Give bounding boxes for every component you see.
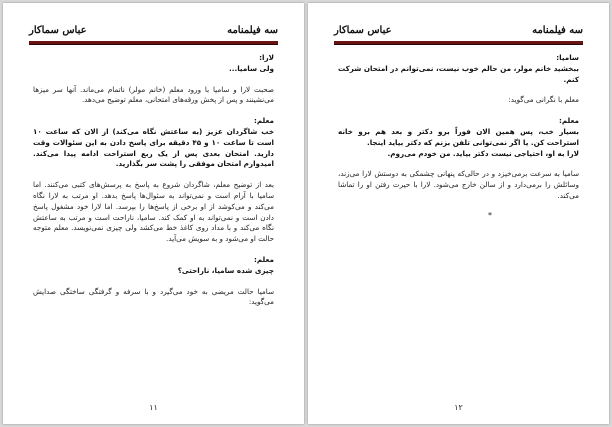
left-page xyxy=(3,3,304,424)
dialogue-line: ببخشید خانم مولر، من حالم خوب نیست، نمی‌توانم در امتحان شرکت کنم. xyxy=(338,63,579,84)
header-title: سه فیلمنامه xyxy=(532,25,583,36)
speaker-label: معلم: xyxy=(559,116,579,126)
speaker-label: معلم: xyxy=(254,254,274,264)
speaker-label: معلم: xyxy=(254,116,274,126)
header-title: سه فیلمنامه xyxy=(227,25,278,36)
page-body xyxy=(33,53,274,394)
header-rule xyxy=(334,41,583,45)
dialogue-line: لارا به او، احتیاجی نیست دکتر بیاید. من خودم می‌روم. xyxy=(387,148,579,158)
dialogue-line: ولی ساميا... xyxy=(229,63,274,73)
narration: بعد از توضیح معلم، شاگردان شروع به پاسخ به پرسش‌های کتبی می‌کنند. اما ساميا با آرام است و نمی‌تواند به سئوال‌ها پاسخ بدهد. او مرتب به لارا نگاه می‌کند و می‌کوشد از او برخی از پاسخ‌ها را بپرسد. اما لارا خود مشغول پاسخ دادن است و نمی‌تواند به او کمک کند. ساميا، ناراحت است و مرتب به ساعتش نگاه می‌کند و با مداد روی کاغذ خط می‌کشد ولی چیزی نمی‌نویسد. معلم متوجه حالت او می‌شود و به سویش می‌آید. xyxy=(33,180,274,244)
section-mark: * xyxy=(488,210,492,220)
header-author: عباس سماکار xyxy=(334,25,392,36)
narration: معلم با نگرانی می‌گوید: xyxy=(508,95,579,105)
speaker-label: ساميا: xyxy=(556,53,579,62)
page-body xyxy=(338,53,579,394)
dialogue-line: بسیار خب، پس همین الان فوراً برو دکتر و بعد هم برو خانه استراحت کن. یا اگر نمی‌توانی تلفن بزنم که دکتر بیاید اینجا. xyxy=(338,126,579,147)
right-page xyxy=(308,3,609,424)
dialogue-line: خب شاگردان عزیز (به ساعتش نگاه می‌کند) از الان که ساعت ۱۰ است تا ساعت ۱۰ و ۴۵ دقیقه برای پاسخ دادن به این سئوالات وقت دارید. امتحان بعدی پس از یک ربع استراحت ادامه پیدا می‌کند. امیدوارم امتحان موفقی را پشت سر بگذارید. xyxy=(33,126,274,169)
header-rule xyxy=(29,41,278,45)
dialogue-line: چیزی شده ساميا، ناراحتی؟ xyxy=(177,265,274,275)
narration: ساميا حالت مریضی به خود می‌گیرد و با سرفه و گرفتگی ساختگی صدایش می‌گوید: xyxy=(33,286,274,307)
narration: ساميا به سرعت برمی‌خیزد و در حالی‌که پنهانی چشمکی به دوستش لارا می‌زند، وسائلش را برمی‌دارد و از سالن خارج می‌شود. لارا با حیرت رفتن او را تماشا می‌کند. xyxy=(338,169,579,200)
page-header xyxy=(334,23,583,39)
speaker-label: لارا: xyxy=(259,53,274,62)
header-author: عباس سماکار xyxy=(29,25,87,36)
page-header xyxy=(29,23,278,39)
page-number: ۱۲ xyxy=(454,403,463,412)
narration: صحبت لارا و ساميا با ورود معلم (خانم مولر) ناتمام می‌ماند. آنها سر میزها می‌نشینند و پس از پخش ورقه‌های امتحانی، معلم توضیح می‌دهد. xyxy=(33,84,274,105)
page-number: ۱۱ xyxy=(149,403,158,412)
